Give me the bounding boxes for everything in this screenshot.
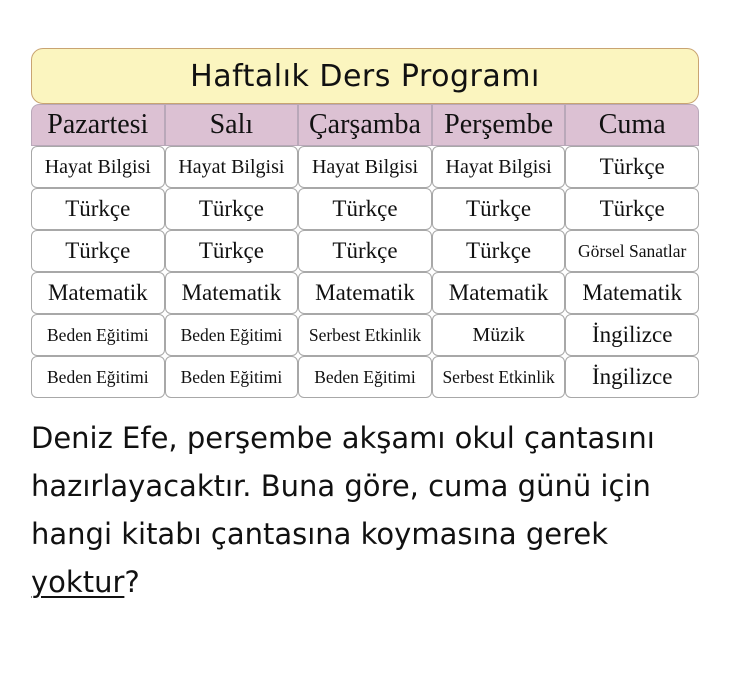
day-header-row (31, 104, 699, 146)
lesson-cell: Türkçe (31, 188, 165, 230)
lesson-cell: İngilizce (565, 356, 699, 398)
question-line-3: hangi kitabı çantasına koymasına gerek (31, 517, 609, 551)
lesson-cell: Beden Eğitimi (165, 314, 299, 356)
schedule-body (31, 146, 699, 398)
lesson-cell: Matematik (165, 272, 299, 314)
lesson-cell: Görsel Sanatlar (565, 230, 699, 272)
lesson-cell: Türkçe (165, 230, 299, 272)
question-line-2: hazırlayacaktır. Buna göre, cuma günü için (31, 469, 651, 503)
lesson-cell: Türkçe (165, 188, 299, 230)
lesson-cell: Serbest Etkinlik (432, 356, 566, 398)
lesson-cell: Türkçe (432, 230, 566, 272)
lesson-cell: Matematik (298, 272, 432, 314)
lesson-cell: Türkçe (298, 230, 432, 272)
lesson-cell: Türkçe (565, 146, 699, 188)
question-line-4 (31, 558, 731, 606)
lesson-cell: Müzik (432, 314, 566, 356)
lesson-cell: Hayat Bilgisi (165, 146, 299, 188)
lesson-cell: Hayat Bilgisi (298, 146, 432, 188)
lesson-cell: Beden Eğitimi (165, 356, 299, 398)
lesson-cell: Matematik (565, 272, 699, 314)
lesson-cell: Türkçe (298, 188, 432, 230)
weekly-schedule-table (31, 48, 699, 398)
question-text (31, 414, 731, 606)
question-mark: ? (124, 565, 140, 599)
day-tuesday: Salı (165, 104, 299, 146)
lesson-cell: Matematik (31, 272, 165, 314)
lesson-cell: İngilizce (565, 314, 699, 356)
lesson-cell: Hayat Bilgisi (31, 146, 165, 188)
question-line-1: Deniz Efe, perşembe akşamı okul çantasını (31, 421, 655, 455)
lesson-cell: Türkçe (432, 188, 566, 230)
lesson-cell: Beden Eğitimi (298, 356, 432, 398)
lesson-cell: Matematik (432, 272, 566, 314)
lesson-cell: Hayat Bilgisi (432, 146, 566, 188)
lesson-cell: Beden Eğitimi (31, 314, 165, 356)
day-wednesday: Çarşamba (298, 104, 432, 146)
day-friday: Cuma (565, 104, 699, 146)
day-monday: Pazartesi (31, 104, 165, 146)
schedule-title: Haftalık Ders Programı (31, 48, 699, 104)
lesson-cell: Serbest Etkinlik (298, 314, 432, 356)
day-thursday: Perşembe (432, 104, 566, 146)
lesson-cell: Türkçe (31, 230, 165, 272)
lesson-cell: Beden Eğitimi (31, 356, 165, 398)
question-emphasis: yoktur (31, 565, 125, 599)
lesson-cell: Türkçe (565, 188, 699, 230)
